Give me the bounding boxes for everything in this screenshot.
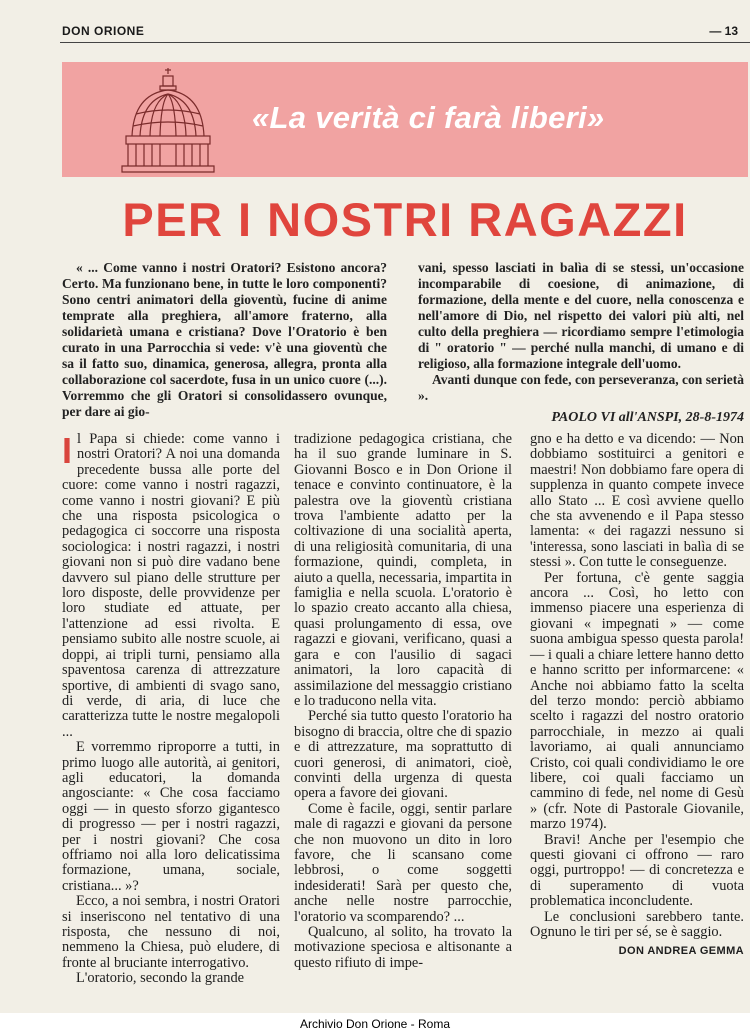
quote-paragraph: « ... Come vanno i nostri Oratori? Esistono ancora? Certo. Ma funzionano bene, in tutte le loro componenti? Sono centri animatori della gioventù, fucine di anime temprate alla preghiera, all'amore fraterno, alla solidarietà umana e cristiana? Dove l'Oratorio è ben curato in una Parrocchia si vede: v'è una gioventù che sa il fatto suo, dinamica, generosa, allegra, pronta alla collaborazione col sacerdote, fusa in un unico cuore (...). Vorremmo che gli Oratori si consolidassero ovunque, per dare ai gio- xyxy=(62,260,387,419)
article-paragraph: Qualcuno, al solito, ha trovato la motivazione speciosa e altisonante a questo rifiuto di impe- xyxy=(294,924,512,971)
paragraph-text: l Papa si chiede: come vanno i nostri Oratori? A noi una domanda precedente bussa alle porte del cuore: come vanno i nostri ragazzi, come vanno i nostri giovani? E più che una risposta psicologica o pedagogica ci soccorre una risposta sociologica: i nostri ragazzi, i nostri giovani non si può dire vadano bene davvero sul piano delle strutture per loro disposte, delle provvidenze per loro studiate ed attuate, per l'attenzione ad essi rivolta. E pensiamo subito alle nostre scuole, ai doppi, ai tripli turni, pensiamo alla spaventosa carenza di attrezzature sportive, di ambienti di svago sano, di verde, di aria, di luce che caratterizza tutte le nostre megalopoli ... xyxy=(62,431,280,740)
article-title: PER I NOSTRI RAGAZZI xyxy=(122,193,688,246)
article-paragraph: Perché sia tutto questo l'oratorio ha bisogno di braccia, oltre che di spazio e di attrezzature, ma soprattutto di cuori generosi, di animatori, cioè, convinti della urgenza di questa opera a favore dei giovani. xyxy=(294,708,512,802)
article-column-2 xyxy=(294,432,512,971)
article-paragraph: E vorremmo riproporre a tutti, in primo luogo alle autorità, ai genitori, agli educatori, la domanda angosciante: « Che cosa facciamo oggi — in questo sforzo gigantesco di progresso — per i nostri ragazzi, per i nostri giovani? Che cosa offriamo noi alla loro delicatissima formazione, umana, sociale, cristiana... »? xyxy=(62,739,280,894)
article-paragraph: Come è facile, oggi, sentir parlare male di ragazzi e giovani da persone che non muovono un dito in loro favore, che li scansano come lebbrosi, o come soggetti indesiderati! Sarà per questo che, anche nelle nostre parrocchie, l'oratorio va scomparendo? ... xyxy=(294,800,512,925)
article-paragraph: L'oratorio, secondo la grande xyxy=(76,970,245,987)
quote-paragraph: Avanti dunque con fede, con perseveranza, con serietà ». xyxy=(418,372,744,403)
page-number: — 13 xyxy=(709,24,738,38)
magazine-name: DON ORIONE xyxy=(62,24,145,38)
header-rule xyxy=(60,42,750,43)
drop-cap: I xyxy=(62,430,73,471)
article-column-1 xyxy=(62,432,280,987)
author-signature: DON ANDREA GEMMA xyxy=(618,945,744,958)
archive-label: Archivio Don Orione - Roma xyxy=(299,1017,451,1031)
article-column-3 xyxy=(530,432,744,960)
article-paragraph: Le conclusioni sarebbero tante. Ognuno le tiri per sé, se è saggio. xyxy=(530,908,744,940)
article-paragraph: Per fortuna, c'è gente saggia ancora ... Così, ho letto con immenso piacere una esperienza di giovani « impegnati » — come suona ambigua spesso questa parola! — i quali a chiare lettere hanno detto e hanno scritto per informarcene: « Anche noi abbiamo fatto la scelta del terzo mondo: perciò abbiamo scelto i ragazzi del nostro oratorio parrocchiale, in mezzo ai quali lavoriamo, ai quali annunciamo Cristo, coi quali condividiamo le ore libere, coi quali facciamo un cammino di fede, nel nome di Gesù » (cfr. Note di Pastorale Giovanile, marzo 1974). xyxy=(530,569,744,833)
pope-quote-column-1 xyxy=(62,260,387,420)
pope-quote-column-2 xyxy=(418,260,744,426)
quote-attribution: PAOLO VI all'ANSPI, 28-8-1974 xyxy=(551,410,744,425)
motto-text: «La verità ci farà liberi» xyxy=(252,100,605,135)
dome-illustration xyxy=(118,66,216,174)
article-paragraph xyxy=(62,432,280,740)
article-paragraph: gno e ha detto e va dicendo: — Non dobbiamo sostituirci a genitori e maestri! Non dobbiamo fare opera di supplenza in quanto compete invece allo Stato ... E così avviene quello che sta avvenendo e il Papa stesso lamenta: « dei ragazzi nessuno si 'interessa, sono lasciati in balìa di se stessi ». Con tutte le conseguenze. xyxy=(530,431,744,571)
archive-footer xyxy=(0,1013,750,1035)
article-paragraph: Bravi! Anche per l'esempio che questi giovani ci offrono — raro oggi, purtroppo! — di concretezza e di superamento di vuota problematica inconcludente. xyxy=(530,831,744,910)
article-paragraph: tradizione pedagogica cristiana, che ha il suo grande luminare in S. Giovanni Bosco e in Don Orione il tenace e convinto continuatore, è la palestra ove la gioventù cristiana trova l'ambiente adatto per la coltivazione di una socialità aperta, di una religiosità comunitaria, di una formazione, quindi, completa, in aiuto a quella, necessaria, impartita in famiglia e nella scuola. L'oratorio è lo spazio creato accanto alla chiesa, quasi prolungamento di essa, ove ragazzi e giovani, verificano, quasi a gara e con l'ausilio di sagaci animatori, la loro capacità di assimilazione del messaggio cristiano e lo traducono nella vita. xyxy=(294,431,512,709)
page-header xyxy=(62,24,738,44)
quote-paragraph: vani, spesso lasciati in balìa di se stessi, un'occasione incomparabile di coesione, di animazione, di formazione, della mente e del cuore, nella conoscenza e nell'amore di Dio, nel rispetto dei valori più alti, nel culto della preghiera — ricordiamo sempre l'etimologia di " oratorio " — perché nulla manchi, di umano e di religioso, alla formazione integrale dell'uomo. xyxy=(418,260,744,371)
article-paragraph: Ecco, a noi sembra, i nostri Oratori si inseriscono nel tentativo di una risposta, che nessuno di noi, nemmeno la Chiesa, può eludere, di fronte al bruciante interrogativo. xyxy=(62,893,280,971)
motto-banner xyxy=(62,62,748,177)
